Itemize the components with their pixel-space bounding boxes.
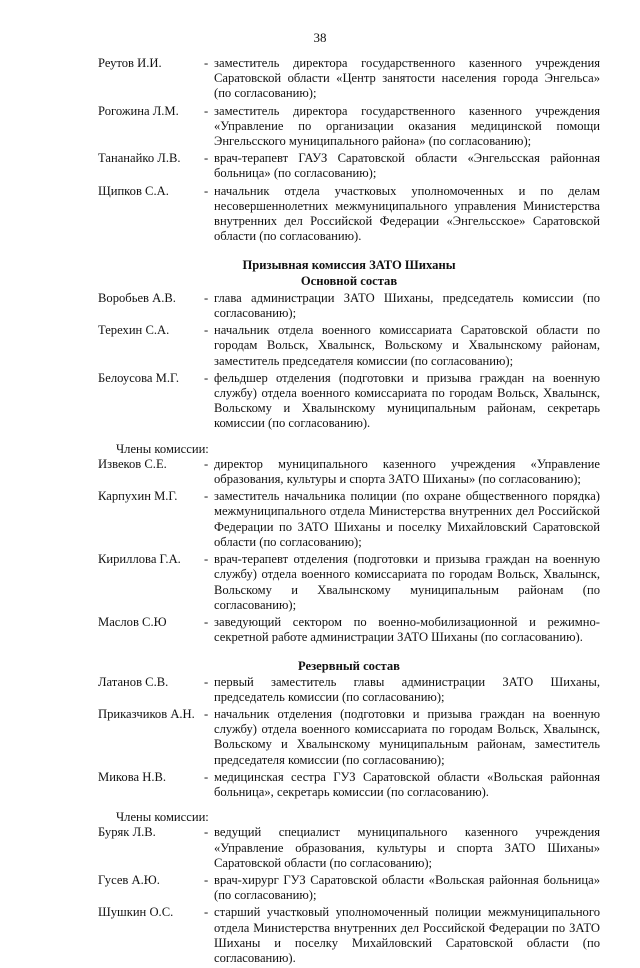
list-main-block xyxy=(98,291,600,432)
dash-separator: - xyxy=(204,825,209,840)
person-name: Кириллова Г.А. xyxy=(98,552,181,567)
document-body xyxy=(98,56,600,968)
list-item xyxy=(98,770,600,800)
person-name: Приказчиков А.Н. xyxy=(98,706,195,721)
members-label-1: Члены комиссии: xyxy=(116,441,209,456)
list-item xyxy=(98,825,600,871)
dash-separator: - xyxy=(204,552,209,567)
page-number: 38 xyxy=(313,30,327,45)
person-position: старший участковый уполномоченный полиции межмуниципального отдела Министерства внутренних дел Российской Федерации по ЗАТО Шиханы и поселку Михайловский Саратовской области (по согласованию). xyxy=(214,905,600,965)
list-item xyxy=(98,905,600,966)
person-name: Маслов С.Ю xyxy=(98,614,167,629)
dash-separator: - xyxy=(204,614,209,629)
dash-separator: - xyxy=(204,769,209,784)
list-item xyxy=(98,675,600,705)
dash-separator: - xyxy=(204,905,209,920)
list-item xyxy=(98,323,600,369)
list-item xyxy=(98,151,600,181)
person-position: директор муниципального казенного учреждения «Управление образования, культуры и спорта ЗАТО Шиханы» (по согласованию); xyxy=(214,456,600,487)
person-position: медицинская сестра ГУЗ Саратовской области «Вольская районная больница», секретарь комиссии (по согласованию). xyxy=(214,769,600,799)
dash-separator: - xyxy=(204,323,209,338)
person-position: врач-терапевт отделения (подготовки и призыва граждан на военную службу) отдела военного комиссариата по городам Вольск, Хвалынск, Вольскому и Хвалынскому муниципальным районам (по согласованию); xyxy=(214,552,600,612)
dash-separator: - xyxy=(204,103,209,118)
person-position: начальник отдела участковых уполномоченных и по делам несовершеннолетних межмуниципального управления Министерства внутренних дел Российской Федерации «Энгельсское» Саратовской области (по согласованию). xyxy=(214,183,600,244)
person-name: Латанов С.В. xyxy=(98,674,169,689)
person-name: Белоусова М.Г. xyxy=(98,370,179,385)
person-name: Рогожина Л.М. xyxy=(98,103,179,118)
dash-separator: - xyxy=(204,370,209,385)
person-name: Извеков С.Е. xyxy=(98,456,167,471)
list-members-block-2 xyxy=(98,825,600,966)
person-name: Гусев А.Ю. xyxy=(98,872,160,887)
person-name: Буряк Л.В. xyxy=(98,825,156,840)
list-item xyxy=(98,489,600,550)
list-members-block-1 xyxy=(98,457,600,645)
person-position: заместитель начальника полиции (по охране общественного порядка) межмуниципального отдела Министерства внутренних дел Российской Федерации по ЗАТО Шиханы и поселку Михайловский Саратовской области (по согласованию); xyxy=(214,489,600,549)
dash-separator: - xyxy=(204,290,209,305)
list-item xyxy=(98,184,600,245)
person-name: Шушкин О.С. xyxy=(98,905,174,920)
dash-separator: - xyxy=(204,674,209,689)
person-position: начальник отделения (подготовки и призыва граждан на военную службу) отдела военного комиссариата по городам Вольск, Хвалынск, Вольскому и Хвалынскому муниципальным районам, заместитель председателя комиссии (по согласованию); xyxy=(214,706,600,767)
list-reserve-block xyxy=(98,675,600,801)
dash-separator: - xyxy=(204,456,209,471)
list-item xyxy=(98,707,600,768)
person-name: Карпухин М.Г. xyxy=(98,489,178,504)
list-item xyxy=(98,873,600,903)
dash-separator: - xyxy=(204,183,209,198)
list-block-1 xyxy=(98,56,600,244)
reserve-title: Резервный состав xyxy=(298,659,400,674)
dash-separator: - xyxy=(204,872,209,887)
list-item xyxy=(98,291,600,321)
person-position: ведущий специалист муниципального казенного учреждения «Управление образования, культуры и спорта ЗАТО Шиханы» Саратовской области (по согласованию); xyxy=(214,825,600,870)
dash-separator: - xyxy=(204,706,209,721)
list-item xyxy=(98,552,600,613)
list-item xyxy=(98,371,600,432)
list-item xyxy=(98,56,600,102)
members-label-2: Члены комиссии: xyxy=(116,810,209,825)
person-name: Терехин С.А. xyxy=(98,323,170,338)
list-item xyxy=(98,457,600,487)
dash-separator: - xyxy=(204,151,209,166)
person-name: Воробьев А.В. xyxy=(98,290,176,305)
person-position: врач-терапевт ГАУЗ Саратовской области «Энгельсская районная больница» (по согласованию); xyxy=(214,151,600,181)
person-position: заместитель директора государственного казенного учреждения «Управление по организации оказания медицинской помощи Энгельсского муниципального района» (по согласованию); xyxy=(214,103,600,149)
person-position: глава администрации ЗАТО Шиханы, председатель комиссии (по согласованию); xyxy=(214,290,600,321)
dash-separator: - xyxy=(204,56,209,70)
person-name: Щипков С.А. xyxy=(98,183,169,198)
person-position: фельдшер отделения (подготовки и призыва граждан на военную службу) отдела военного комиссариата по городам Вольск, Хвалынск, Вольскому и Хвалынскому муниципальным районам, секретарь комиссии (по согласованию). xyxy=(214,370,600,431)
person-position: заместитель директора государственного казенного учреждения Саратовской области «Центр занятости населения города Энгельса» (по согласованию); xyxy=(214,56,600,101)
person-name: Реутов И.И. xyxy=(98,56,162,70)
person-position: начальник отдела военного комиссариата Саратовской области по городам Вольск, Хвалынск, Вольскому и Хвалынскому районам, заместитель председателя комиссии (по согласованию); xyxy=(214,323,600,368)
person-name: Микова Н.В. xyxy=(98,769,167,784)
person-position: заведующий сектором по военно-мобилизационной и режимно-секретной работе администрации ЗАТО Шиханы (по согласованию). xyxy=(214,614,600,645)
main-composition-title: Основной состав xyxy=(300,273,398,288)
person-position: врач-хирург ГУЗ Саратовской области «Вольская районная больница» (по согласованию); xyxy=(214,872,600,903)
dash-separator: - xyxy=(204,489,209,504)
person-name: Тананайко Л.В. xyxy=(98,151,181,166)
person-position: первый заместитель главы администрации ЗАТО Шиханы, председатель комиссии (по согласованию); xyxy=(214,674,600,704)
list-item xyxy=(98,615,600,645)
commission-title: Призывная комиссия ЗАТО Шиханы xyxy=(242,258,456,273)
list-item xyxy=(98,104,600,150)
